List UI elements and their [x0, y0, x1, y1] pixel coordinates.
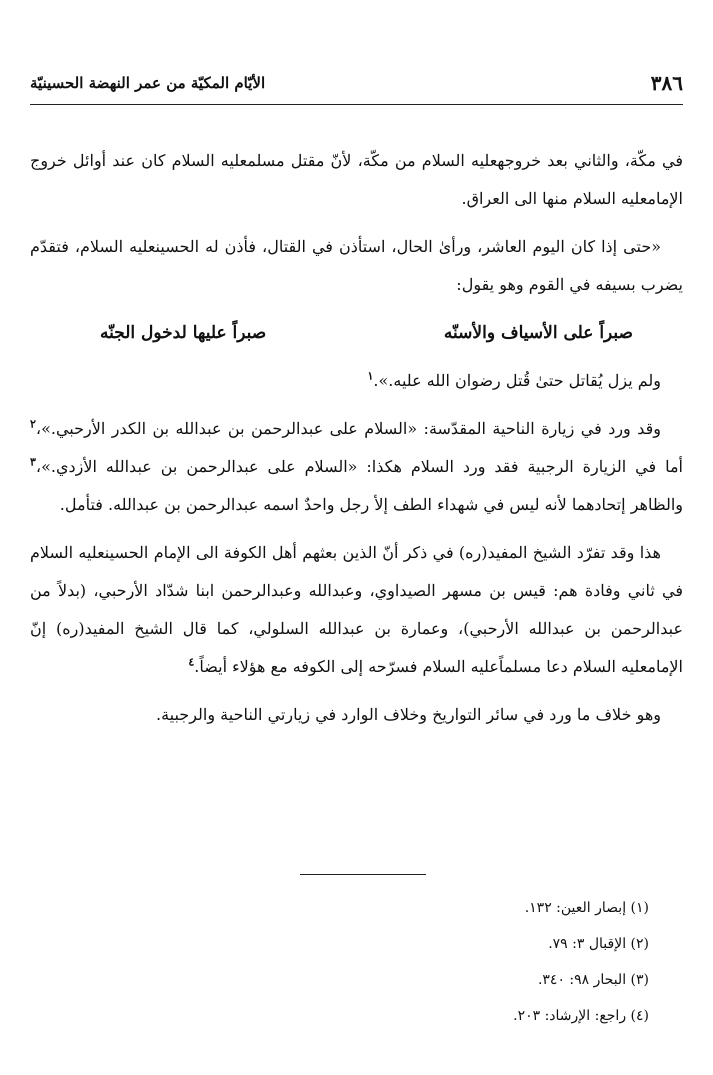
footnote-3: (٣) البحار ٩٨: ٣٤٠.: [537, 972, 649, 988]
verse-first-hemistich: صبراً على الأسياف والأسنّه: [443, 323, 633, 343]
paragraph-4-text-b: أما في الزيارة الرجبية فقد ورد السلام هكذا: «السلام على عبدالرحمن بن عبدالله الأزدي.»،: [35, 457, 683, 476]
footnote-2: (٢) الإقبال ٣: ٧٩.: [548, 936, 649, 952]
footnote-ref-1: ١: [367, 369, 374, 383]
paragraph-6: وهو خلاف ما ورد في سائر التواريخ وخلاف الوارد في زيارتي الناحية والرجبية.: [155, 705, 661, 724]
footnote-ref-2: ٢: [30, 417, 36, 431]
paragraph-5-text: هذا وقد تفرّد الشيخ المفيد(ره) في ذكر أنّ الذين بعثهم أهل الكوفة الى الإمام الحسينعليه السلام في ثاني وفادة هم: قيس بن مسهر الصيداوي، وعبدالله وعبدالرحمن ابنا شدّاد الأرحبي، (بدلاً من عبدالرحمن بن عبدالله الأرحبي)، وعمارة بن عبدالله السلولي، كما قال الشيخ المفيد(ره) إنّ الإمامعليه السلام دعا مسلماًعليه السلام فسرّحه إلى الكوفه مع هؤلاء أيضاً.: [30, 543, 683, 676]
footnote-divider: [300, 874, 426, 875]
paragraph-3: [30, 362, 683, 400]
footnotes: [30, 890, 683, 1034]
footnote-4: (٤) راجع: الإرشاد: ٢٠٣.: [513, 1008, 649, 1024]
header-divider: [30, 104, 683, 105]
poem-verse: [30, 314, 683, 352]
paragraph-4-text-a: وقد ورد في زيارة الناحية المقدّسة: «السلام على عبدالرحمن بن عبدالله بن الكدر الأرحبي.»،: [35, 419, 661, 438]
paragraph-3-text: ولم يزل يُقاتل حتىٰ قُتل رضوان الله عليه.».: [373, 371, 661, 390]
page-number: ٣٨٦: [650, 71, 683, 95]
page-header: [30, 68, 683, 98]
paragraph-4: [30, 410, 683, 524]
paragraph-2: «حتى إذا كان اليوم العاشر، ورأىٰ الحال، استأذن في القتال، فأذن له الحسينعليه السلام، فتقدّم يضرب بسيفه في القوم وهو يقول:: [30, 237, 683, 294]
paragraph-5: [30, 534, 683, 686]
main-text: [30, 142, 683, 744]
verse-second-hemistich: صبراً عليها لدخول الجنّه: [100, 323, 267, 343]
running-title: الأيّام المكيّة من عمر النهضة الحسينيّة: [30, 74, 266, 92]
paragraph-1: في مكّة، والثاني بعد خروجهعليه السلام من مكّة، لأنّ مقتل مسلمعليه السلام كان عند أوائل خروج الإمامعليه السلام منها الى العراق.: [30, 151, 683, 208]
footnote-ref-3: ٣: [30, 455, 36, 469]
footnote-1: (١) إبصار العين: ١٣٢.: [524, 900, 649, 916]
footnote-ref-4: ٤: [188, 655, 195, 669]
paragraph-4-text-c: والظاهر إتحادهما لأنه ليس في شهداء الطف إلأ رجل واحدٌ اسمه عبدالرحمن بن عبدالله. فتأمل.: [59, 495, 683, 514]
